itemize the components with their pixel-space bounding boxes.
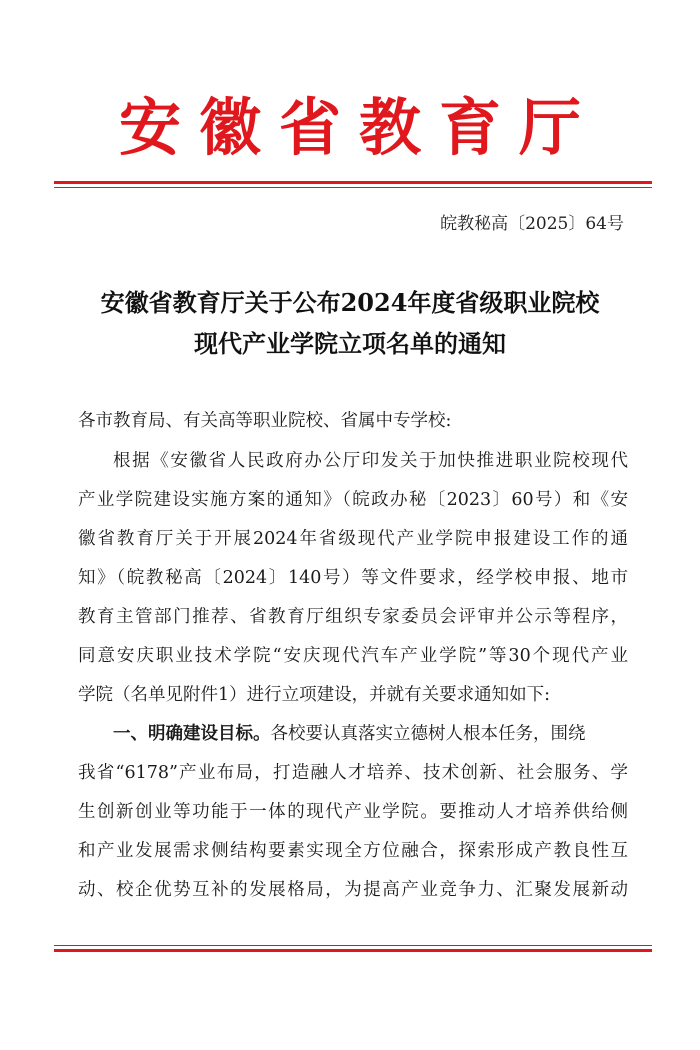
paragraph-line: 我省“6178”产业布局，打造融人才培养、技术创新、社会服务、学 (78, 763, 628, 783)
header-divider-thick (54, 181, 652, 184)
document-number: 皖教秘高〔2025〕64号 (440, 214, 624, 234)
section-1-first-line-text: 各校要认真落实立德树人根本任务，围绕 (270, 724, 586, 744)
masthead-title: 安徽省教育厅 (118, 91, 599, 164)
section-1-first-line (113, 721, 628, 747)
document-title-line-1: 安徽省教育厅关于公布2024年度省级职业院校 (100, 288, 600, 317)
paragraph-line: 和产业发展需求侧结构要素实现全方位融合，探索形成产教良性互 (78, 841, 628, 861)
paragraph-line: 生创新创业等功能于一体的现代产业学院。要推动人才培养供给侧 (78, 802, 628, 822)
paragraph-line: 动、校企优势互补的发展格局，为提高产业竞争力、汇聚发展新动 (78, 880, 628, 900)
salutation: 各市教育局、有关高等职业院校、省属中专学校: (78, 411, 452, 431)
header-divider-thin (54, 187, 652, 188)
footer-divider-thick (54, 949, 652, 952)
paragraph-line: 徽省教育厅关于开展2024年省级现代产业学院申报建设工作的通 (78, 529, 628, 549)
paragraph-line: 教育主管部门推荐、省教育厅组织专家委员会评审并公示等程序， (78, 607, 628, 627)
paragraph-line: 产业学院建设实施方案的通知》（皖政办秘〔2023〕60号）和《安 (78, 490, 628, 510)
paragraph-line: 同意安庆职业技术学院“安庆现代汽车产业学院”等30个现代产业 (78, 646, 628, 666)
paragraph-line: 知》（皖教秘高〔2024〕140号）等文件要求，经学校申报、地市 (78, 568, 628, 588)
paragraph-line: 学院（名单见附件1）进行立项建设，并就有关要求通知如下: (78, 685, 551, 705)
footer-divider-thin (54, 945, 652, 946)
document-title-line-2: 现代产业学院立项名单的通知 (194, 329, 506, 358)
paragraph-line: 根据《安徽省人民政府办公厅印发关于加快推进职业院校现代 (113, 451, 628, 471)
section-1-heading: 一、明确建设目标。 (113, 724, 271, 744)
